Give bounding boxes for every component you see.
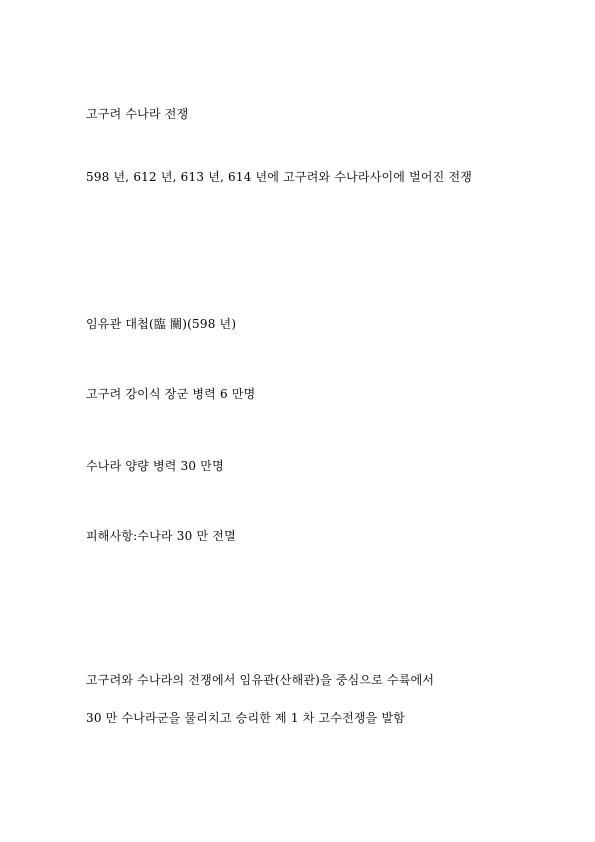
description-line-1: 고구려와 수나라의 전쟁에서 임유관(산해관)을 중심으로 수륙에서 <box>86 673 435 687</box>
description-line-2: 30 만 수나라군을 물리치고 승리한 제 1 차 고수전쟁을 발함 <box>86 711 406 725</box>
goguryeo-forces: 고구려 강이식 장군 병력 6 만명 <box>86 387 256 401</box>
casualties: 피해사항:수나라 30 만 전멸 <box>86 529 236 543</box>
sui-forces: 수나라 양량 병력 30 만명 <box>86 459 224 473</box>
document-title: 고구려 수나라 전쟁 <box>86 107 189 121</box>
war-years-summary: 598 년, 612 년, 613 년, 614 년에 고구려와 수나라사이에 벌어진 전쟁 <box>86 170 473 184</box>
battle-heading: 임유관 대첩(臨 關)(598 년) <box>86 317 237 331</box>
